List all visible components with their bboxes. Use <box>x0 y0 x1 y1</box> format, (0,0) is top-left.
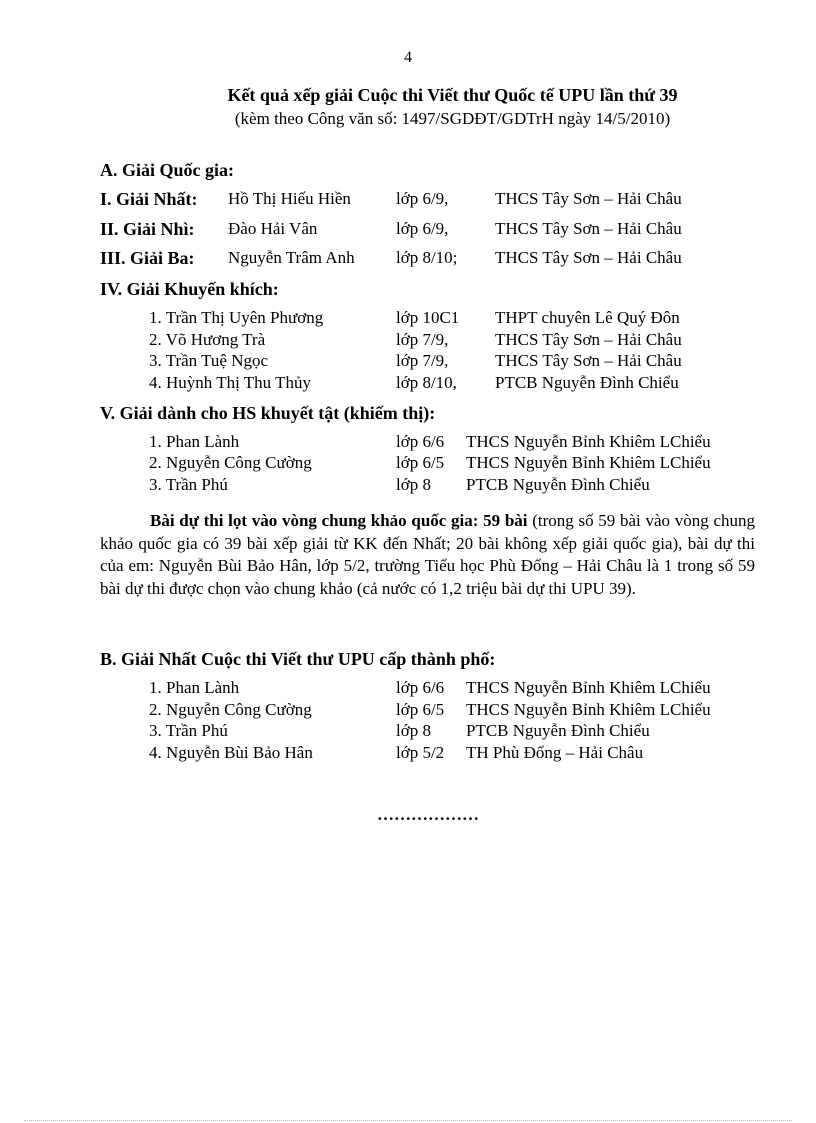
student-name: 2. Nguyễn Công Cường <box>149 453 312 472</box>
student-class: lớp 8 <box>396 721 431 740</box>
prize-label: III. Giải Ba: <box>100 248 195 268</box>
page-number: 4 <box>404 49 412 66</box>
student-school: THCS Nguyễn Bỉnh Khiêm LChiểu <box>466 453 711 472</box>
student-name: 1. Trần Thị Uyên Phương <box>149 308 324 327</box>
student-class: lớp 10C1 <box>396 308 460 327</box>
page-bottom-rule <box>24 1120 792 1121</box>
student-class: lớp 7/9, <box>396 351 449 370</box>
prize-label: II. Giải Nhì: <box>100 219 195 239</box>
prize-name: Hồ Thị Hiếu Hiền <box>228 189 351 208</box>
section-b-heading: B. Giải Nhất Cuộc thi Viết thư UPU cấp thành phố: <box>100 649 496 669</box>
student-school: PTCB Nguyễn Đình Chiểu <box>466 475 650 494</box>
prize-class: lớp 8/10; <box>396 248 458 267</box>
prize-name: Đào Hải Vân <box>228 219 318 238</box>
student-class: lớp 6/5 <box>396 700 445 719</box>
student-school: THCS Nguyễn Bỉnh Khiêm LChiểu <box>466 432 711 451</box>
student-school: THCS Nguyễn Bỉnh Khiêm LChiểu <box>466 700 711 719</box>
student-name: 3. Trần Phú <box>149 721 228 740</box>
student-school: PTCB Nguyễn Đình Chiểu <box>495 373 679 392</box>
student-name: 1. Phan Lành <box>149 678 240 697</box>
student-school: THPT chuyên Lê Quý Đôn <box>495 308 680 327</box>
student-class: lớp 8/10, <box>396 373 457 392</box>
student-name: 2. Nguyễn Công Cường <box>149 700 312 719</box>
student-class: lớp 6/6 <box>396 432 445 451</box>
document-subtitle: (kèm theo Công văn số: 1497/SGDĐT/GDTrH ngày 14/5/2010) <box>234 109 671 128</box>
prize-school: THCS Tây Sơn – Hải Châu <box>495 248 682 267</box>
document-title: Kết quả xếp giải Cuộc thi Viết thư Quốc tế UPU lần thứ 39 <box>227 85 678 105</box>
student-class: lớp 6/5 <box>396 453 445 472</box>
summary-paragraph <box>100 510 755 600</box>
student-name: 2. Võ Hương Trà <box>149 330 266 349</box>
student-class: lớp 5/2 <box>396 743 445 762</box>
prize-school: THCS Tây Sơn – Hải Châu <box>495 189 682 208</box>
student-name: 3. Trần Phú <box>149 475 228 494</box>
student-school: TH Phù Đổng – Hải Châu <box>466 743 644 762</box>
prize-class: lớp 6/9, <box>396 189 449 208</box>
student-class: lớp 8 <box>396 475 431 494</box>
student-name: 3. Trần Tuệ Ngọc <box>149 351 269 370</box>
summary-text: (trong số 59 bài vào vòng chung khảo quốc gia có 39 bài xếp giải từ KK đến Nhất; 20 bài không xếp giải quốc gia), bài dự thi của em: Nguyễn Bùi Bảo Hân, lớp 5/2, trường Tiểu học Phù Đổng – Hải Châu là 1 trong số 59 bài dự thi được chọn vào chung khảo (cả nước có 1,2 triệu bài dự thi UPU 39). <box>100 511 755 598</box>
student-class: lớp 7/9, <box>396 330 449 349</box>
student-name: 4. Nguyễn Bùi Bảo Hân <box>149 743 313 762</box>
disabled-heading: V. Giải dành cho HS khuyết tật (khiếm thị): <box>100 403 436 423</box>
prize-class: lớp 6/9, <box>396 219 449 238</box>
student-name: 4. Huỳnh Thị Thu Thủy <box>149 373 311 392</box>
prize-name: Nguyễn Trâm Anh <box>228 248 355 267</box>
encouragement-heading: IV. Giải Khuyến khích: <box>100 279 279 299</box>
student-school: THCS Tây Sơn – Hải Châu <box>495 330 682 349</box>
summary-bold: Bài dự thi lọt vào vòng chung khảo quốc gia: 59 bài <box>150 511 528 530</box>
section-a-heading: A. Giải Quốc gia: <box>100 160 234 180</box>
student-school: PTCB Nguyễn Đình Chiểu <box>466 721 650 740</box>
prize-label: I. Giải Nhất: <box>100 189 198 209</box>
student-school: THCS Nguyễn Bỉnh Khiêm LChiểu <box>466 678 711 697</box>
student-school: THCS Tây Sơn – Hải Châu <box>495 351 682 370</box>
student-class: lớp 6/6 <box>396 678 445 697</box>
ellipsis-separator: ……………… <box>377 805 479 824</box>
student-name: 1. Phan Lành <box>149 432 240 451</box>
prize-school: THCS Tây Sơn – Hải Châu <box>495 219 682 238</box>
